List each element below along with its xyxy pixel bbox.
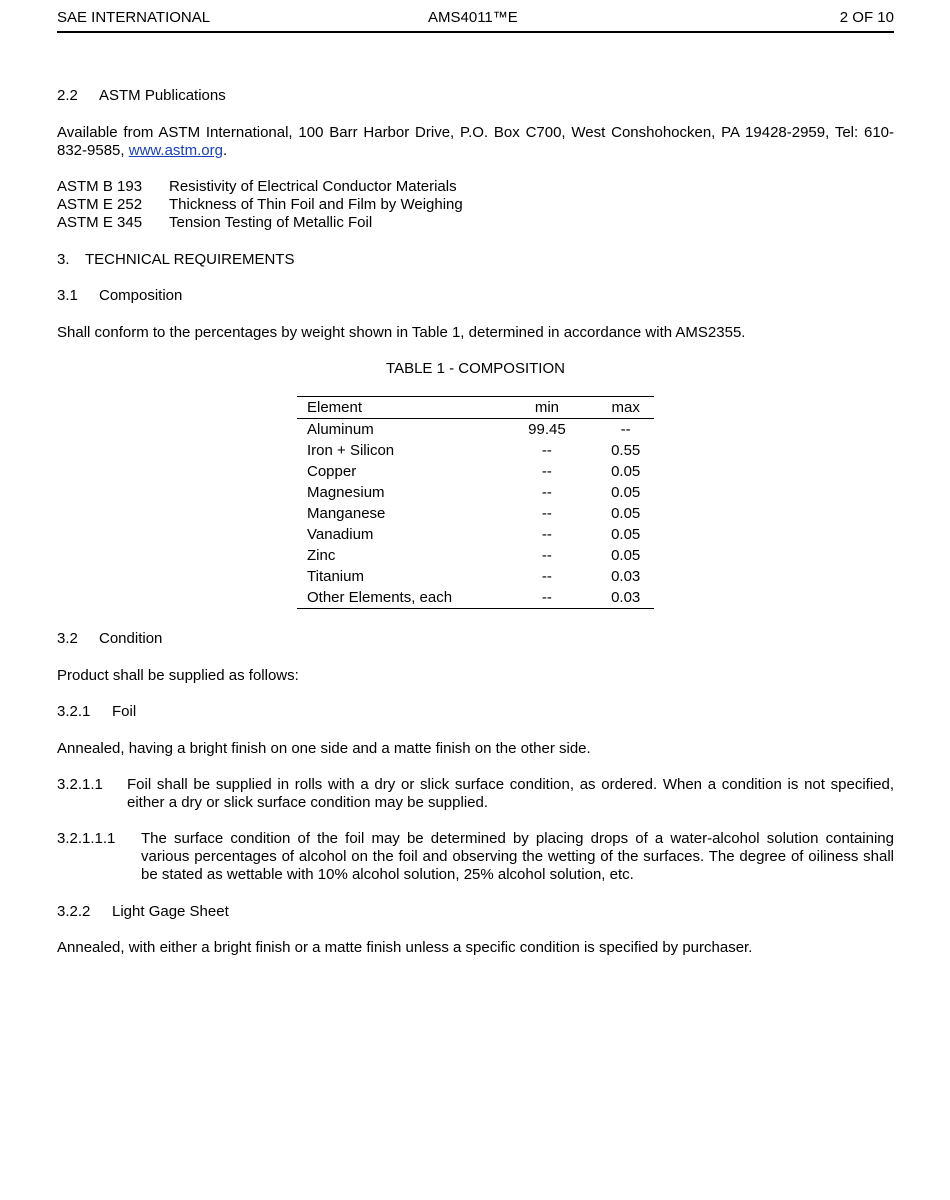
section-number: 2.2 (57, 87, 78, 104)
heading-3-2 (57, 630, 162, 648)
heading-3-1 (57, 287, 182, 305)
min-cell: -- (541, 589, 552, 606)
max-cell: 0.05 (611, 484, 641, 501)
min-cell: -- (541, 463, 552, 480)
condition-paragraph: Product shall be supplied as follows: (57, 667, 299, 684)
element-cell: Titanium (307, 568, 364, 585)
page-header (57, 9, 894, 33)
subsection-3-2-1-1-text: Foil shall be supplied in rolls with a dry or slick surface condition, as ordered. When a condition is not specified, either a dry or slick surface condition may be supplied. (127, 776, 894, 811)
table-row (297, 482, 654, 503)
section-title: Foil (112, 703, 137, 720)
reference-code: ASTM E 345 (57, 214, 143, 231)
section-number: 3.2.2 (57, 903, 91, 920)
max-cell: 0.05 (611, 526, 641, 543)
reference-title: Tension Testing of Metallic Foil (169, 214, 373, 231)
section-number: 3.2 (57, 630, 78, 647)
composition-paragraph: Shall conform to the percentages by weight shown in Table 1, determined in accordance with AMS2355. (57, 324, 746, 341)
element-cell: Copper (307, 463, 357, 480)
element-cell: Aluminum (307, 421, 374, 438)
element-cell: Zinc (307, 547, 336, 564)
astm-address-suffix: . (222, 142, 228, 159)
subsection-3-2-1-1-number: 3.2.1.1 (57, 776, 103, 793)
max-cell: 0.03 (611, 568, 641, 585)
section-number: 3.1 (57, 287, 78, 304)
header-document-id: AMS4011™E (428, 9, 518, 26)
table-row (297, 503, 654, 524)
table-header-row (297, 397, 654, 419)
header-organization: SAE INTERNATIONAL (57, 9, 211, 26)
heading-3-2-2 (57, 903, 229, 921)
section-title: ASTM Publications (99, 87, 226, 104)
astm-website-link[interactable]: www.astm.org (128, 142, 223, 159)
heading-3-2-1 (57, 703, 136, 721)
element-cell: Iron + Silicon (307, 442, 395, 459)
min-cell: -- (541, 484, 552, 501)
element-cell: Magnesium (307, 484, 385, 501)
reference-title: Thickness of Thin Foil and Film by Weighing (169, 196, 463, 213)
section-title: Composition (99, 287, 183, 304)
element-cell: Manganese (307, 505, 386, 522)
heading-2-2 (57, 87, 226, 105)
element-cell: Vanadium (307, 526, 374, 543)
section-number: 3.2.1 (57, 703, 91, 720)
max-cell: 0.03 (611, 589, 641, 606)
subsection-3-2-1-1-1-text: The surface condition of the foil may be determined by placing drops of a water-alcohol solution containing various percentages of alcohol on the foil and observing the wetting of the surfaces. The degree of oiliness shall be stated as wettable with 10% alcohol solution, 25% alcohol solution, etc. (141, 830, 894, 883)
section-title: Condition (99, 630, 163, 647)
astm-address-text: Available from ASTM International, 100 Barr Harbor Drive, P.O. Box C700, West Conshohocken, PA 19428-2959, Tel: 610-832-9585, (57, 124, 894, 159)
column-header-min: min (534, 399, 559, 416)
column-header-element: Element (307, 399, 363, 416)
section-title: TECHNICAL REQUIREMENTS (85, 251, 295, 268)
min-cell: -- (541, 505, 552, 522)
reference-code: ASTM B 193 (57, 178, 143, 195)
header-page-number: 2 OF 10 (839, 9, 894, 26)
min-cell: -- (541, 568, 552, 585)
min-cell: -- (541, 526, 552, 543)
light-gage-sheet-paragraph: Annealed, with either a bright finish or a matte finish unless a specific condition is specified by purchaser. (57, 939, 753, 956)
reference-code: ASTM E 252 (57, 196, 143, 213)
astm-availability-paragraph (57, 124, 894, 160)
table-row (297, 545, 654, 566)
min-cell: 99.45 (528, 421, 566, 438)
section-title: Light Gage Sheet (112, 903, 229, 920)
section-number: 3. (57, 251, 70, 268)
foil-paragraph: Annealed, having a bright finish on one side and a matte finish on the other side. (57, 740, 591, 757)
min-cell: -- (541, 547, 552, 564)
reference-title: Resistivity of Electrical Conductor Materials (169, 178, 457, 195)
table-row (297, 587, 654, 609)
table-title: TABLE 1 - COMPOSITION (386, 360, 565, 377)
table-row (297, 419, 654, 441)
max-cell: 0.05 (611, 463, 641, 480)
min-cell: -- (541, 442, 552, 459)
max-cell: 0.05 (611, 547, 641, 564)
composition-table (297, 396, 654, 609)
max-cell: 0.05 (611, 505, 641, 522)
max-cell: -- (620, 421, 631, 438)
heading-3 (57, 251, 294, 269)
table-row (297, 461, 654, 482)
max-cell: 0.55 (611, 442, 641, 459)
subsection-3-2-1-1-1-number: 3.2.1.1.1 (57, 830, 116, 847)
column-header-max: max (611, 399, 640, 416)
table-row (297, 440, 654, 461)
element-cell: Other Elements, each (307, 589, 453, 606)
table-row (297, 524, 654, 545)
table-row (297, 566, 654, 587)
